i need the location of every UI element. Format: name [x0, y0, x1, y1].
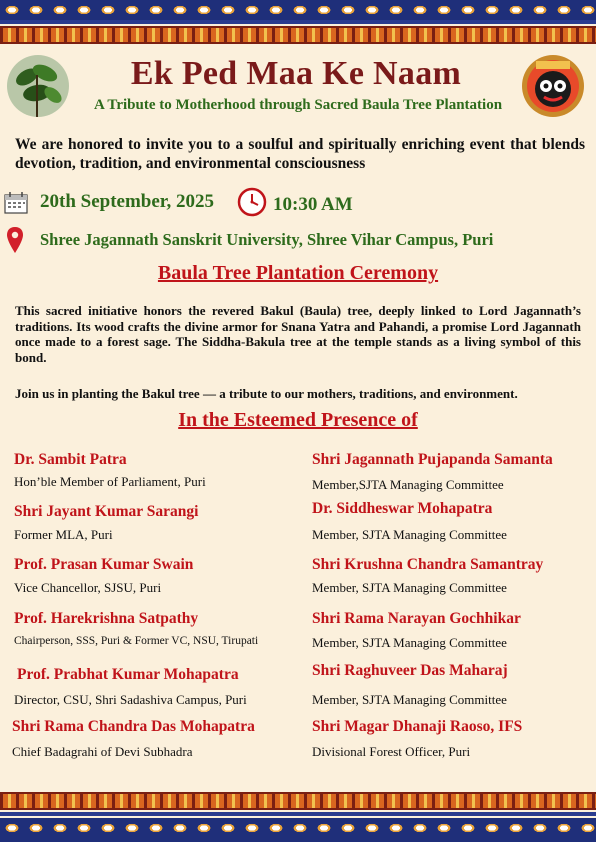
top-border-band [0, 26, 596, 44]
bottom-border-line [0, 812, 596, 816]
dignitary-role: Chief Badagrahi of Devi Subhadra [12, 744, 193, 759]
dignitary-name: Prof. Prabhat Kumar Mohapatra [17, 666, 239, 683]
ceremony-invite: Join us in planting the Bakul tree — a tribute to our mothers, traditions, and environment. [15, 386, 518, 401]
event-date: 20th September, 2025 [40, 191, 214, 212]
presence-heading: In the Esteemed Presence of [178, 409, 418, 431]
leaf-photo [7, 55, 69, 117]
page-title: Ek Ped Maa Ke Naam [130, 55, 462, 92]
dignitary-role: Vice Chancellor, SJSU, Puri [14, 580, 162, 595]
dignitary-name: Prof. Harekrishna Satpathy [14, 610, 199, 627]
dignitary-role: Member, SJTA Managing Committee [312, 635, 507, 650]
event-time: 10:30 AM [273, 194, 353, 215]
dignitary-name: Shri Rama Chandra Das Mohapatra [12, 718, 255, 735]
bottom-border-pattern [0, 818, 596, 842]
calendar-icon [3, 190, 29, 221]
dignitary-role: Divisional Forest Officer, Puri [312, 744, 471, 759]
dignitary-role: Member, SJTA Managing Committee [312, 692, 507, 707]
dignitary-name: Shri Jayant Kumar Sarangi [14, 503, 199, 520]
dignitary-role: Member, SJTA Managing Committee [312, 580, 507, 595]
deity-photo [522, 55, 584, 117]
intro-text: We are honored to invite you to a soulful and spiritually enriching event that blends devotion, tradition, and environmental consciousness [15, 136, 585, 172]
dignitary-name: Shri Krushna Chandra Samantray [312, 556, 544, 573]
dignitary-role: Member, SJTA Managing Committee [312, 527, 507, 542]
top-border-line [0, 20, 596, 24]
event-venue: Shree Jagannath Sanskrit University, Shree Vihar Campus, Puri [40, 230, 494, 249]
dignitary-name: Shri Magar Dhanaji Raoso, IFS [312, 718, 523, 735]
dignitary-role: Former MLA, Puri [14, 527, 113, 542]
dignitary-name: Dr. Siddheswar Mohapatra [312, 500, 493, 517]
top-border-pattern [0, 0, 596, 20]
dignitary-name: Shri Raghuveer Das Maharaj [312, 662, 508, 679]
dignitary-name: Prof. Prasan Kumar Swain [14, 556, 194, 573]
dignitary-name: Shri Jagannath Pujapanda Samanta [312, 451, 553, 468]
dignitary-name: Dr. Sambit Patra [14, 451, 127, 468]
ceremony-description: This sacred initiative honors the revered Bakul (Baula) tree, deeply linked to Lord Jagannath’s traditions. Its wood crafts the divine armor for Snana Yatra and Pahandi, a promise Lord Jagannath once made to a forest sage. The Siddha-Bakula tree at the temple stands as a living symbol of this bond. [15, 303, 581, 365]
dignitary-name: Shri Rama Narayan Gochhikar [312, 610, 521, 627]
ceremony-heading: Baula Tree Plantation Ceremony [157, 262, 439, 284]
location-pin-icon [6, 226, 24, 259]
dignitary-role: Hon’ble Member of Parliament, Puri [14, 474, 206, 489]
clock-icon [237, 187, 267, 222]
page-subtitle: A Tribute to Motherhood through Sacred Baula Tree Plantation [93, 97, 503, 113]
dignitary-role: Director, CSU, Shri Sadashiva Campus, Puri [14, 692, 247, 707]
dignitary-role: Chairperson, SSS, Puri & Former VC, NSU, Tirupati [14, 635, 259, 647]
dignitary-role: Member,SJTA Managing Committee [312, 477, 504, 492]
bottom-border-band [0, 792, 596, 810]
